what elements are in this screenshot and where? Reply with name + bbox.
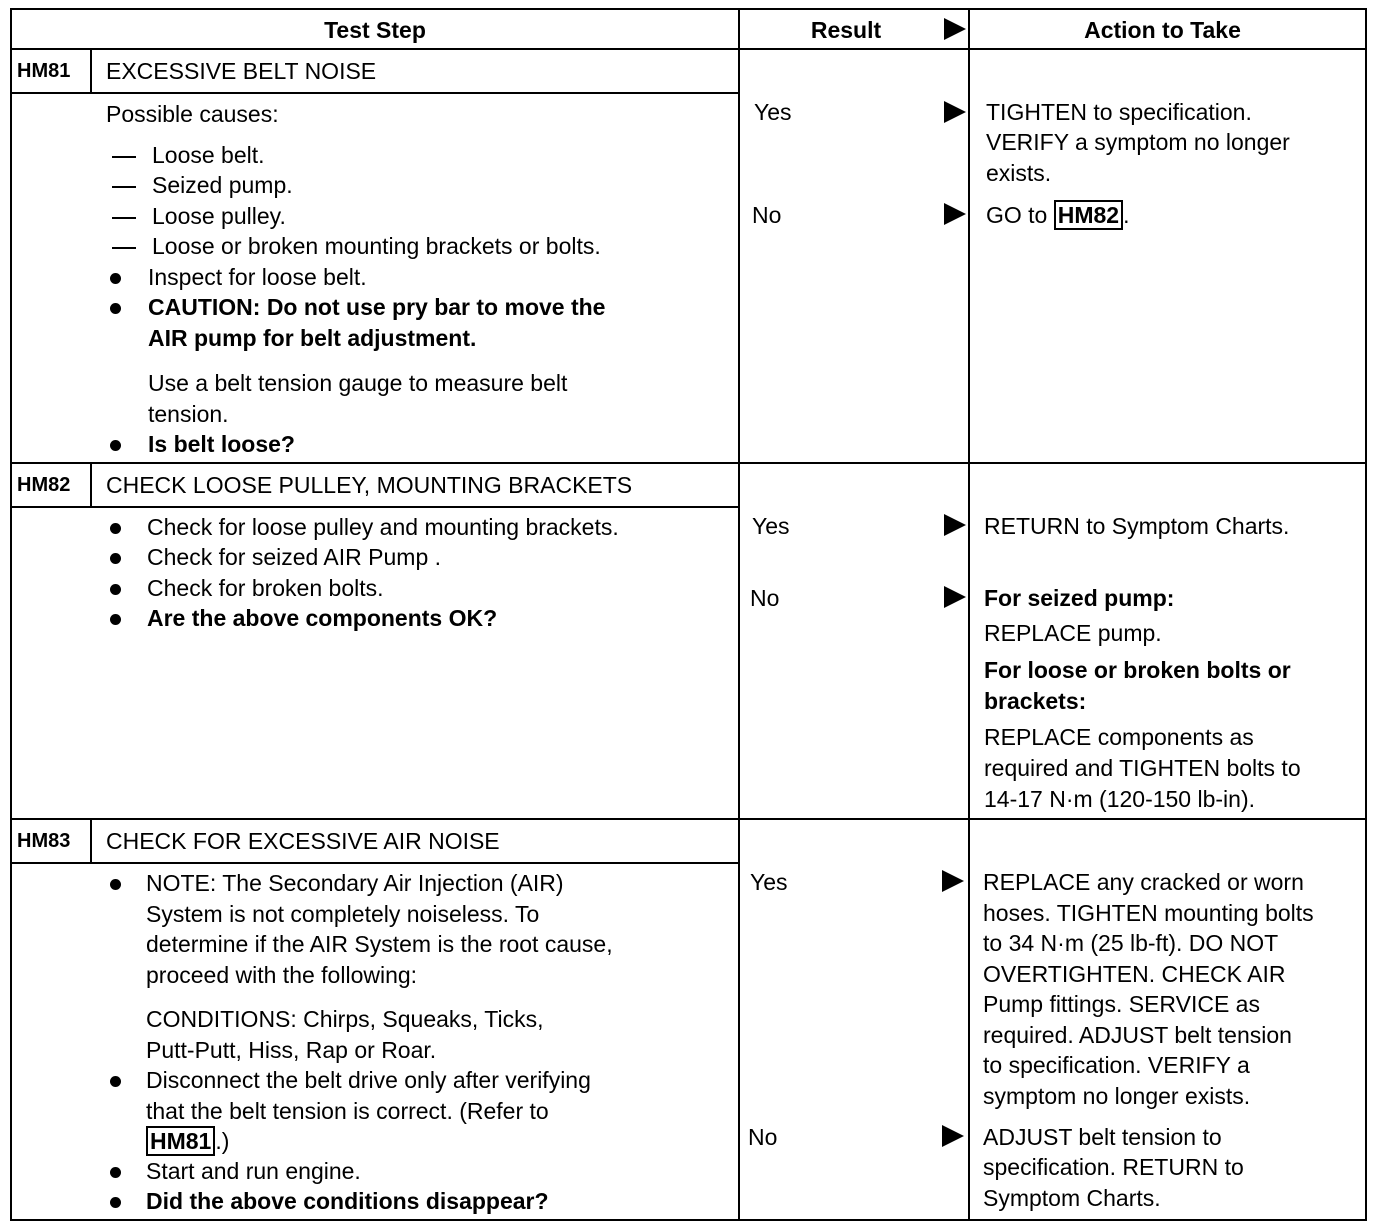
code-divider-hm83 <box>90 820 92 864</box>
action-yes-hm83-line-4: OVERTIGHTEN. CHECK AIR <box>983 961 1286 987</box>
bullet-icon <box>110 523 121 534</box>
check-step: Check for loose pulley and mounting brackets. <box>147 514 619 540</box>
action-no-hm81 <box>986 200 1130 231</box>
disconnect-ref-line <box>146 1126 229 1157</box>
result-yes-hm81: Yes <box>754 99 792 125</box>
loose-action-line-2: required and TIGHTEN bolts to <box>984 755 1301 781</box>
step-title-hm81: EXCESSIVE BELT NOISE <box>106 58 377 84</box>
dash-icon <box>112 217 136 219</box>
note-line-1: NOTE: The Secondary Air Injection (AIR) <box>146 870 564 896</box>
gauge-line-2: tension. <box>148 401 229 427</box>
cause-item: Loose pulley. <box>152 203 286 229</box>
bullet-icon <box>110 584 121 595</box>
action-no-hm83-line-2: specification. RETURN to <box>983 1154 1244 1180</box>
action-yes-hm82: RETURN to Symptom Charts. <box>984 513 1290 539</box>
ref-suffix: .) <box>215 1128 230 1154</box>
dash-icon <box>112 247 136 249</box>
conditions-line-1: CONDITIONS: Chirps, Squeaks, Ticks, <box>146 1006 544 1032</box>
action-yes-hm83-line-3: to 34 N·m (25 lb-ft). DO NOT <box>983 930 1279 956</box>
loose-action-line-3: 14-17 N·m (120-150 lb-in). <box>984 786 1256 812</box>
action-yes-hm83-line-1: REPLACE any cracked or worn <box>983 869 1304 895</box>
result-no-hm83: No <box>748 1124 778 1150</box>
code-divider-hm82 <box>90 464 92 508</box>
hm82-title-divider <box>10 506 739 508</box>
bullet-icon <box>110 879 121 890</box>
column-divider-result <box>968 8 970 1221</box>
question-hm81: Is belt loose? <box>148 431 295 457</box>
hm83-title-divider <box>10 862 739 864</box>
step-code-hm81: HM81 <box>17 60 71 82</box>
hm81-title-divider <box>10 92 739 94</box>
question-hm83: Did the above conditions disappear? <box>146 1188 549 1214</box>
row-divider-hm82 <box>10 462 1367 464</box>
bullet-icon <box>110 1076 121 1087</box>
arrow-icon <box>942 1125 964 1147</box>
bullet-icon <box>110 553 121 564</box>
disconnect-line-2: that the belt tension is correct. (Refer to <box>146 1098 549 1124</box>
action-no-hm83-line-1: ADJUST belt tension to <box>983 1124 1222 1150</box>
step-code-hm83: HM83 <box>17 830 71 852</box>
seized-heading: For seized pump: <box>984 585 1175 611</box>
step-ref-hm82[interactable]: HM82 <box>1054 200 1123 230</box>
question-hm82: Are the above components OK? <box>147 605 498 631</box>
loose-heading-line-2: brackets: <box>984 688 1087 714</box>
header-divider <box>10 48 1367 50</box>
goto-suffix: . <box>1123 202 1130 228</box>
possible-causes-label: Possible causes: <box>106 101 279 127</box>
bullet-icon <box>110 273 121 284</box>
header-action: Action to Take <box>1084 17 1241 43</box>
bullet-icon <box>110 1197 121 1208</box>
step-ref-hm81[interactable]: HM81 <box>146 1126 215 1156</box>
disconnect-line-1: Disconnect the belt drive only after verifying <box>146 1067 591 1093</box>
cause-item: Seized pump. <box>152 172 293 198</box>
action-yes-hm81-line-3: exists. <box>986 160 1052 186</box>
bullet-icon <box>110 614 121 625</box>
start-step: Start and run engine. <box>146 1158 361 1184</box>
action-yes-hm83-line-7: to specification. VERIFY a <box>983 1052 1250 1078</box>
result-yes-hm82: Yes <box>752 513 790 539</box>
arrow-icon <box>944 586 966 608</box>
action-yes-hm83-line-2: hoses. TIGHTEN mounting bolts <box>983 900 1314 926</box>
arrow-icon <box>944 514 966 536</box>
arrow-icon <box>942 870 964 892</box>
row-divider-hm83 <box>10 818 1367 820</box>
dash-icon <box>112 186 136 188</box>
arrow-icon <box>944 101 966 123</box>
seized-action: REPLACE pump. <box>984 620 1162 646</box>
arrow-icon <box>944 203 966 225</box>
cause-item: Loose belt. <box>152 142 265 168</box>
action-yes-hm83-line-5: Pump fittings. SERVICE as <box>983 991 1260 1017</box>
inspect-step: Inspect for loose belt. <box>148 264 367 290</box>
goto-text: GO to <box>986 202 1054 228</box>
action-yes-hm81-line-2: VERIFY a symptom no longer <box>986 129 1290 155</box>
header-result: Result <box>810 17 882 43</box>
note-line-3: determine if the AIR System is the root cause, <box>146 931 613 957</box>
check-step: Check for seized AIR Pump . <box>147 544 442 570</box>
action-yes-hm81-line-1: TIGHTEN to specification. <box>986 99 1252 125</box>
loose-heading-line-1: For loose or broken bolts or <box>984 657 1291 683</box>
header-test-step: Test Step <box>324 17 426 43</box>
action-no-hm83-line-3: Symptom Charts. <box>983 1185 1161 1211</box>
cause-item: Loose or broken mounting brackets or bolts. <box>152 233 601 259</box>
column-divider-test-step <box>738 8 740 1221</box>
result-yes-hm83: Yes <box>750 869 788 895</box>
result-no-hm81: No <box>752 202 782 228</box>
conditions-line-2: Putt-Putt, Hiss, Rap or Roar. <box>146 1037 437 1063</box>
result-no-hm82: No <box>750 585 780 611</box>
check-step: Check for broken bolts. <box>147 575 384 601</box>
gauge-line-1: Use a belt tension gauge to measure belt <box>148 370 568 396</box>
action-yes-hm83-line-8: symptom no longer exists. <box>983 1083 1251 1109</box>
note-line-4: proceed with the following: <box>146 962 418 988</box>
action-yes-hm83-line-6: required. ADJUST belt tension <box>983 1022 1292 1048</box>
note-line-2: System is not completely noiseless. To <box>146 901 540 927</box>
caution-line-2: AIR pump for belt adjustment. <box>148 325 477 351</box>
step-title-hm83: CHECK FOR EXCESSIVE AIR NOISE <box>106 828 500 854</box>
caution-line-1: CAUTION: Do not use pry bar to move the <box>148 294 606 320</box>
bullet-icon <box>110 1167 121 1178</box>
bullet-icon <box>110 440 121 451</box>
bullet-icon <box>110 303 121 314</box>
code-divider-hm81 <box>90 50 92 94</box>
dash-icon <box>112 156 136 158</box>
step-title-hm82: CHECK LOOSE PULLEY, MOUNTING BRACKETS <box>106 472 633 498</box>
step-code-hm82: HM82 <box>17 474 71 496</box>
loose-action-line-1: REPLACE components as <box>984 724 1254 750</box>
header-arrow-icon <box>944 18 966 40</box>
